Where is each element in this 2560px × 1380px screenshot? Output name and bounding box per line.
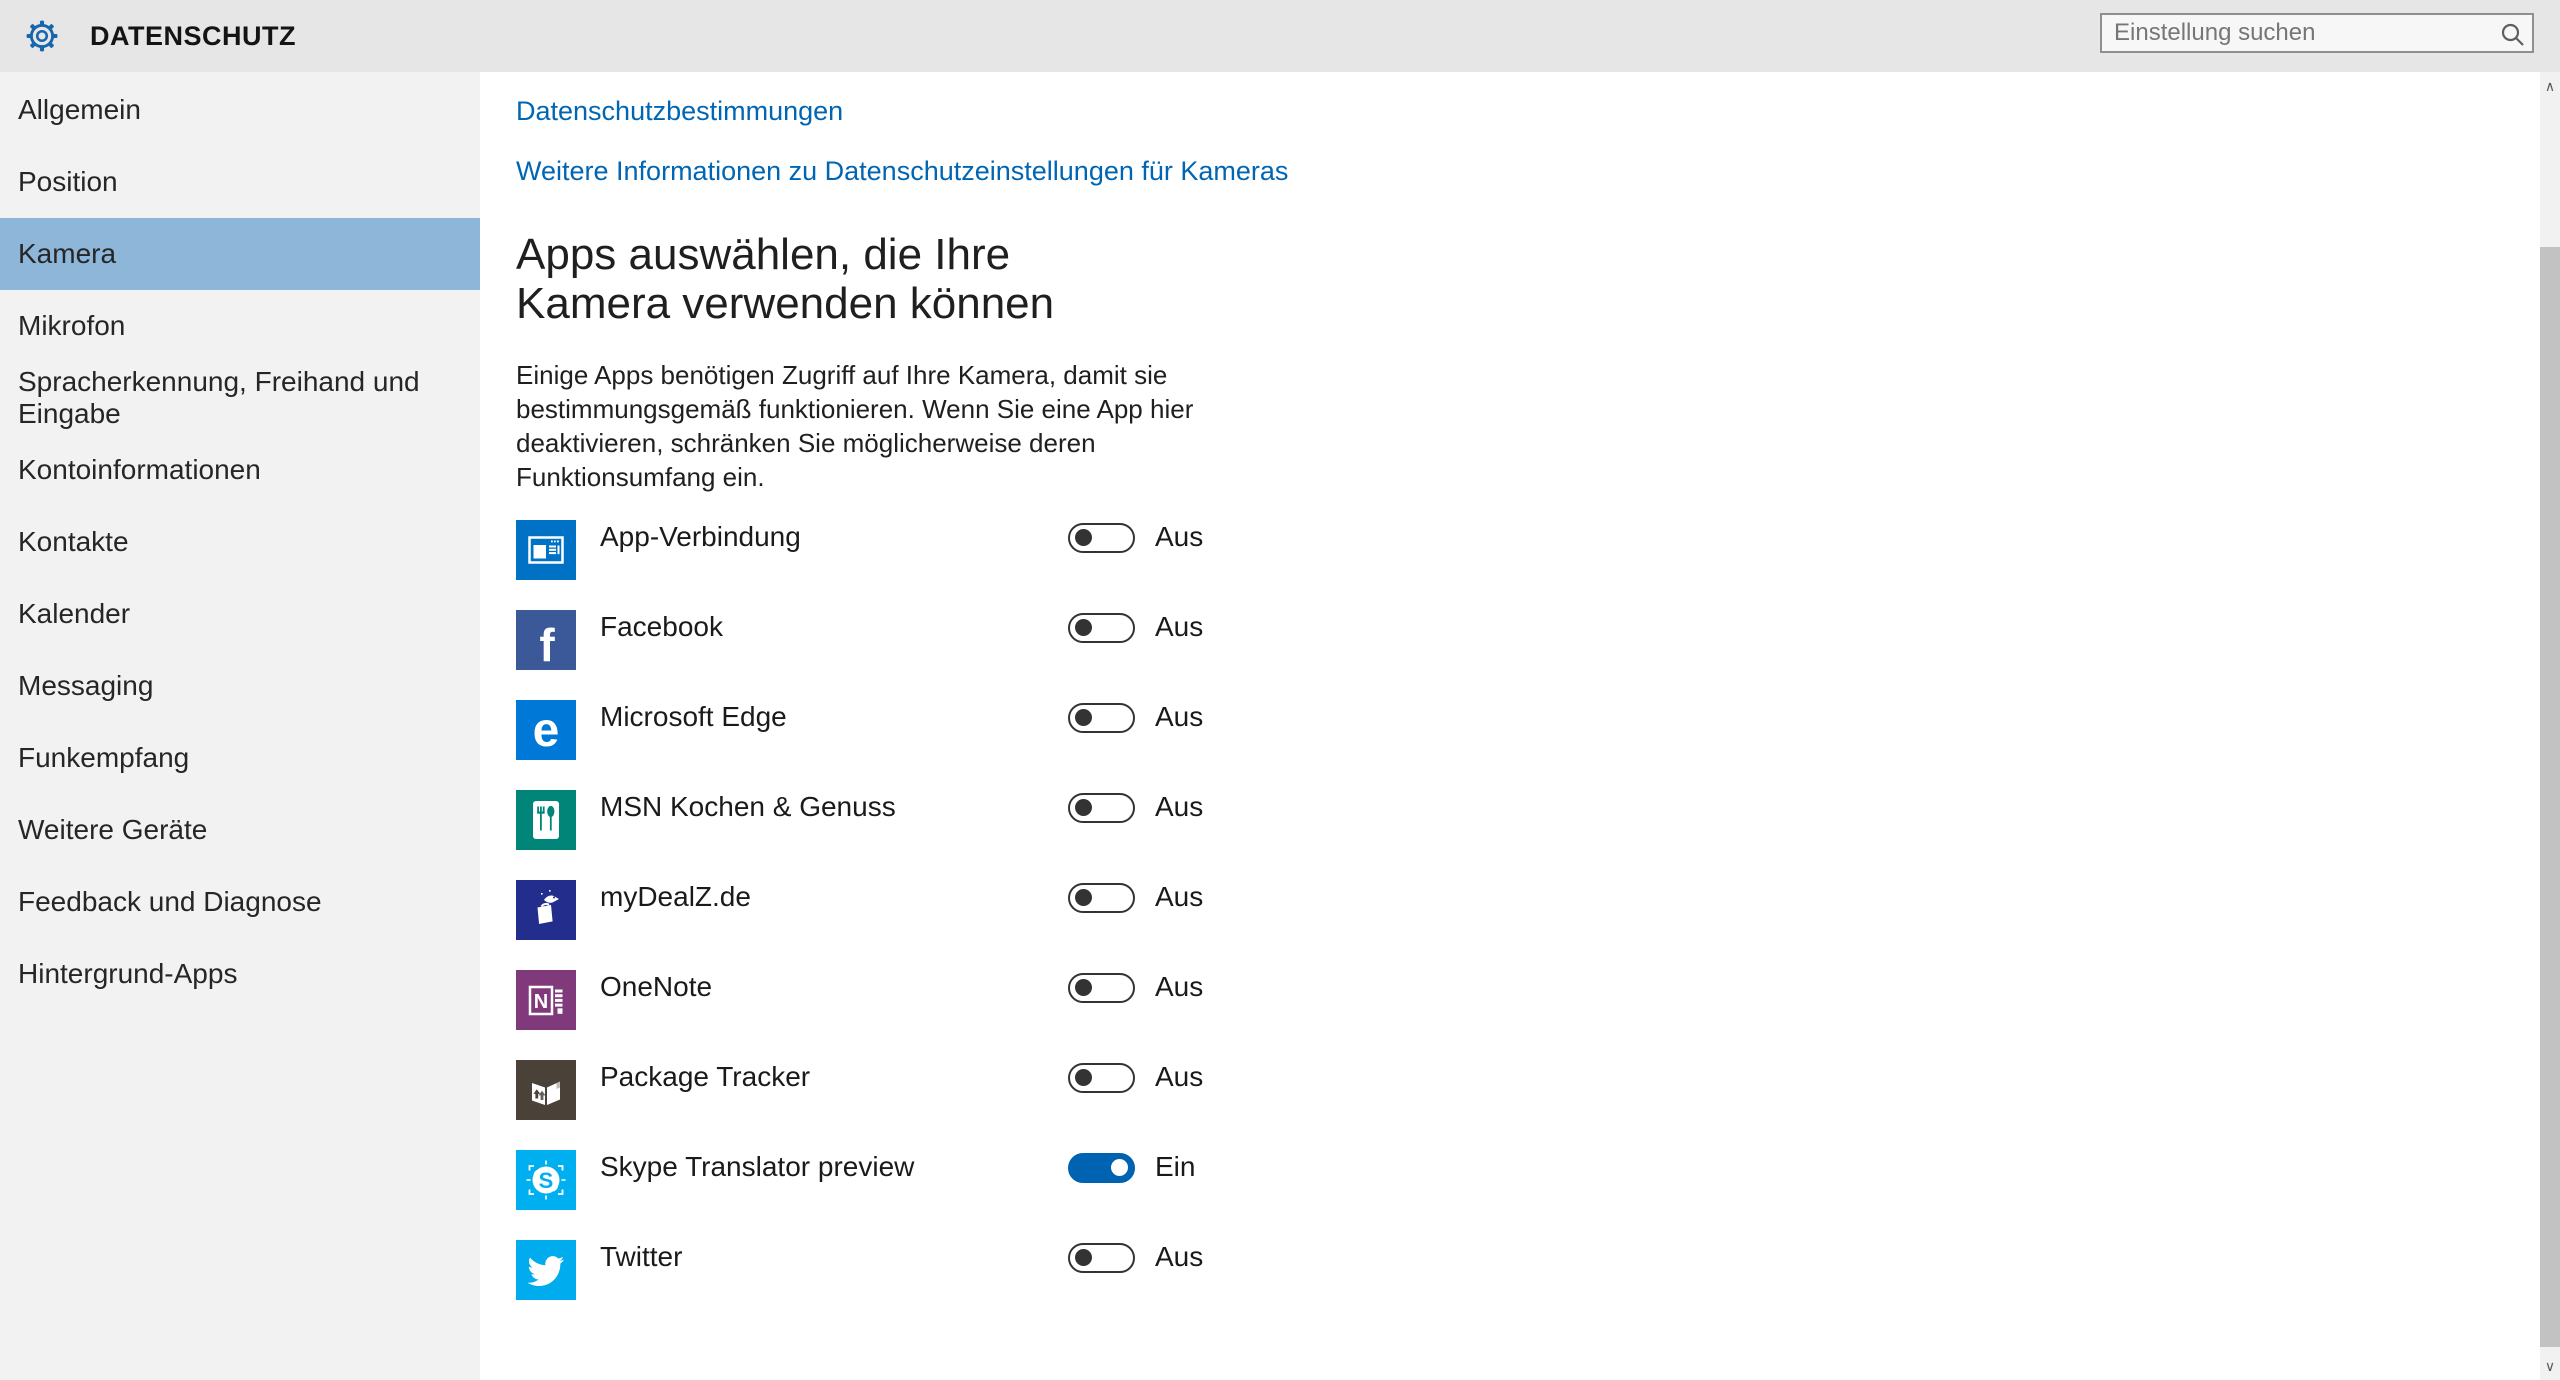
section-description: Einige Apps benötigen Zugriff auf Ihre Kamera, damit sie bestimmungsgemäß funktionieren. Wenn Sie eine App hier deaktivieren, schränken Sie möglicherweise deren Funktionsumfang ein.: [516, 360, 1194, 492]
vertical-scrollbar[interactable]: [2540, 72, 2560, 1380]
toggle-app-verbindung[interactable]: [1068, 523, 1135, 553]
camera-app-list: [516, 520, 2540, 1300]
toggle-knob: [1075, 1069, 1092, 1086]
toggle-state-label: Aus: [1155, 971, 1204, 1002]
toggle-state-label: Aus: [1155, 881, 1204, 912]
toggle-microsoft-edge[interactable]: [1068, 703, 1135, 733]
app-name-label: MSN Kochen & Genuss: [600, 791, 896, 822]
sidebar-item-label: Kalender: [18, 598, 131, 629]
toggle-state-label: Aus: [1155, 701, 1204, 732]
app-name-label: Skype Translator preview: [600, 1151, 915, 1182]
sidebar-item-feedback-und-diagnose[interactable]: [0, 866, 480, 938]
app-name-label: Facebook: [600, 611, 723, 642]
app-row-package-tracker: [516, 1060, 2540, 1120]
toggle-knob: [1075, 799, 1092, 816]
onenote-icon: [516, 970, 576, 1030]
camera-settings-panel: [480, 72, 2540, 1380]
toggle-knob: [1075, 619, 1092, 636]
sidebar-item-label: Weitere Geräte: [18, 814, 208, 845]
page-title: DATENSCHUTZ: [90, 21, 296, 51]
app-row-mydealz-de: [516, 880, 2540, 940]
toggle-state-label: Aus: [1155, 521, 1204, 552]
sidebar-item-label: Kamera: [18, 238, 117, 269]
sidebar-nav-list: [0, 74, 480, 1010]
toggle-state-label: Aus: [1155, 611, 1204, 642]
sidebar-item-label: Allgemein: [18, 94, 141, 125]
toggle-knob: [1075, 979, 1092, 996]
app-row-onenote: [516, 970, 2540, 1030]
sidebar-item-kontoinformationen[interactable]: [0, 434, 480, 506]
chevron-down-icon[interactable]: ∨: [2544, 1358, 2556, 1374]
privacy-statement-link[interactable]: Datenschutzbestimmungen: [516, 96, 844, 126]
app-verbindung-icon: [516, 520, 576, 580]
sidebar-item-messaging[interactable]: [0, 650, 480, 722]
toggle-knob: [1075, 529, 1092, 546]
sidebar-item-kalender[interactable]: [0, 578, 480, 650]
sidebar-item-position[interactable]: [0, 146, 480, 218]
sidebar-item-mikrofon[interactable]: [0, 290, 480, 362]
msn-kochen-icon: [516, 790, 576, 850]
toggle-state-label: Aus: [1155, 1061, 1204, 1092]
facebook-icon: [516, 610, 576, 670]
app-name-label: OneNote: [600, 971, 713, 1002]
sidebar-item-label: Kontakte: [18, 526, 129, 557]
section-heading: Apps auswählen, die Ihre Kamera verwenden können: [516, 230, 1055, 328]
camera-privacy-info-link[interactable]: Weitere Informationen zu Datenschutzeinstellungen für Kameras: [516, 156, 1289, 186]
chevron-up-icon[interactable]: ∧: [2544, 78, 2556, 94]
toggle-msn-kochen-genuss[interactable]: [1068, 793, 1135, 823]
sidebar-item-weitere-gerate[interactable]: [0, 794, 480, 866]
scrollbar-thumb[interactable]: [2540, 247, 2560, 1347]
privacy-sidebar: [0, 72, 480, 1380]
app-name-label: App-Verbindung: [600, 521, 801, 552]
toggle-knob: [1111, 1159, 1128, 1176]
package-tracker-icon: [516, 1060, 576, 1120]
sidebar-item-spracherkennung-freihand-und-eingabe[interactable]: [0, 362, 480, 434]
toggle-knob: [1075, 889, 1092, 906]
sidebar-item-label: Hintergrund-Apps: [18, 958, 238, 989]
microsoft-edge-icon: [516, 700, 576, 760]
toggle-package-tracker[interactable]: [1068, 1063, 1135, 1093]
toggle-onenote[interactable]: [1068, 973, 1135, 1003]
toggle-knob: [1075, 709, 1092, 726]
settings-search-box: [2100, 13, 2534, 53]
app-name-label: Microsoft Edge: [600, 701, 787, 732]
sidebar-item-label: Mikrofon: [18, 310, 126, 341]
app-row-facebook: [516, 610, 2540, 670]
sidebar-item-funkempfang[interactable]: [0, 722, 480, 794]
sidebar-item-allgemein[interactable]: [0, 74, 480, 146]
app-row-twitter: [516, 1240, 2540, 1300]
toggle-state-label: Ein: [1155, 1151, 1196, 1182]
title-bar: [0, 0, 2560, 72]
sidebar-item-kontakte[interactable]: [0, 506, 480, 578]
twitter-icon: [516, 1240, 576, 1300]
toggle-knob: [1075, 1249, 1092, 1266]
app-row-msn-kochen-genuss: [516, 790, 2540, 850]
mydealz-icon: [516, 880, 576, 940]
sidebar-item-label: Spracherkennung, Freihand und Eingabe: [18, 366, 420, 429]
toggle-facebook[interactable]: [1068, 613, 1135, 643]
toggle-state-label: Aus: [1155, 1241, 1204, 1272]
app-name-label: myDealZ.de: [600, 881, 751, 912]
sidebar-item-label: Kontoinformationen: [18, 454, 261, 485]
sidebar-item-hintergrund-apps[interactable]: [0, 938, 480, 1010]
app-row-microsoft-edge: [516, 700, 2540, 760]
toggle-twitter[interactable]: [1068, 1243, 1135, 1273]
magnifier-icon[interactable]: [2499, 21, 2526, 48]
toggle-mydealz-de[interactable]: [1068, 883, 1135, 913]
skype-icon: [516, 1150, 576, 1210]
app-row-skype-translator-preview: [516, 1150, 2540, 1210]
search-input[interactable]: [2102, 15, 2532, 51]
app-row-app-verbindung: [516, 520, 2540, 580]
app-name-label: Package Tracker: [600, 1061, 811, 1092]
settings-gear-icon: [20, 14, 64, 58]
sidebar-item-kamera[interactable]: [0, 218, 480, 290]
toggle-state-label: Aus: [1155, 791, 1204, 822]
app-name-label: Twitter: [600, 1241, 683, 1272]
sidebar-item-label: Funkempfang: [18, 742, 190, 773]
sidebar-item-label: Position: [18, 166, 118, 197]
sidebar-item-label: Messaging: [18, 670, 154, 701]
toggle-skype-translator-preview[interactable]: [1068, 1153, 1135, 1183]
sidebar-item-label: Feedback und Diagnose: [18, 886, 322, 917]
